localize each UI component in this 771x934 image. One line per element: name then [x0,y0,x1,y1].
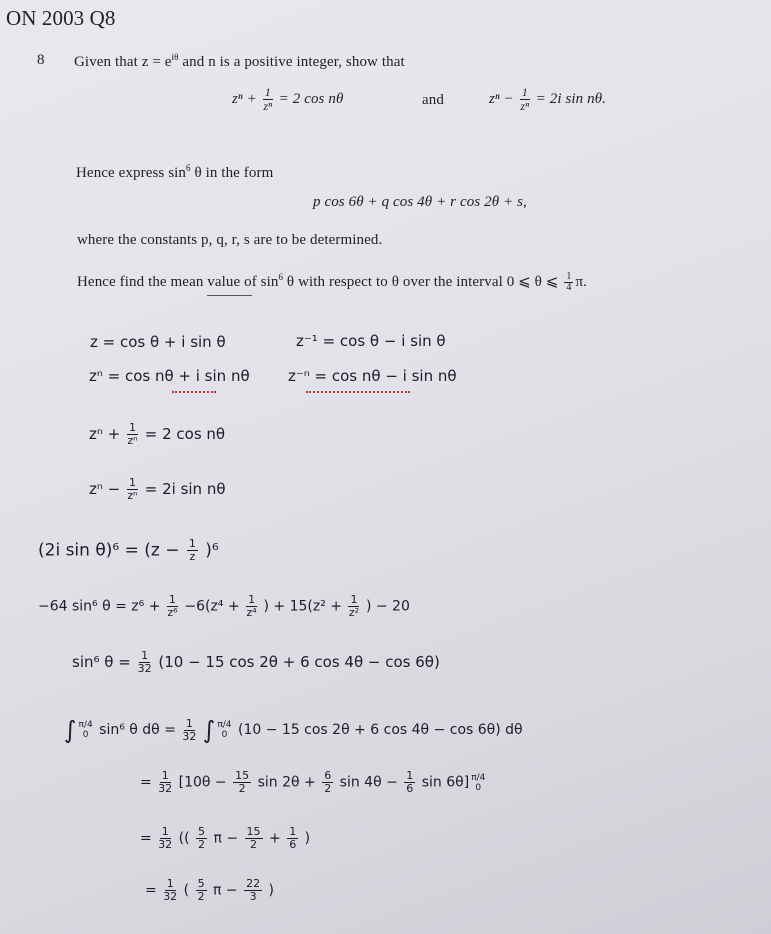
and-text: and [422,92,444,108]
working-line-8: ∫ π/4 0 sin⁶ θ dθ = $\frac{1}{32}$ ∫ π/4 0 (10 − 15 cos 2θ + 6 cos 4θ − cos 6θ) dθ [64,716,523,744]
working-line-1a: z = cos θ + i sin θ [90,333,226,351]
dotted-underline-2 [306,391,410,393]
working-line-2a: zⁿ = cos nθ + i sin nθ [89,367,250,385]
working-line-9: = $\frac{1}{32}$ [10θ − $\frac{15}{2}$ sin 2θ + $\frac{6}{2}$ sin 4θ − $\frac{1}{6}$ sin 6θ] π/4 0 [140,769,486,795]
mean-value-question: Hence find the mean value of $\sin^6 \theta$ with respect to θ over the interval 0 ⩽ θ ⩽ $\frac{1}{4}$ π. [77,271,587,294]
identity-sin: zⁿ − $\frac{1}{\text{zⁿ}}$ = 2i sin nθ. [489,85,607,113]
working-line-1b: z⁻¹ = cos θ − i sin θ [296,332,446,350]
question-intro: Given that $z = e^{i\theta}$ and n is a positive integer, show that [74,52,405,70]
question-number: 8 [37,52,45,68]
working-line-5: (2i sin θ)⁶ = (z − $\frac{1}{z}$ )⁶ [38,537,219,563]
dotted-underline-1 [172,391,216,393]
working-line-6: −64 sin⁶ θ = z⁶ + $\frac{1}{\text{z⁶}}$ −6(z⁴ + $\frac{1}{\text{z⁴}}$ ) + 15(z² + $\frac{1}{\text{z²}}$ ) − 20 [38,593,410,619]
working-line-11: = $\frac{1}{32}$ ( $\frac{5}{2}$ π − $\frac{22}{3}$ ) [145,877,274,903]
identity-cos: zⁿ + $\frac{1}{\text{zⁿ}}$ = 2 cos nθ [232,85,344,113]
constants-text: where the constants p, q, r, s are to be determined. [77,232,383,248]
hence-express: Hence express $\sin^6 \theta$ in the form [76,163,274,181]
target-form: p cos 6θ + q cos 4θ + r cos 2θ + s, [313,194,527,210]
working-line-3: zⁿ + $\frac{1}{\text{zⁿ}}$ = 2 cos nθ [89,421,226,447]
working-line-4: zⁿ − $\frac{1}{\text{zⁿ}}$ = 2i sin nθ [89,476,226,502]
document-title: ON 2003 Q8 [6,6,116,30]
working-line-10: = $\frac{1}{32}$ (( $\frac{5}{2}$ π − $\frac{15}{2}$ + $\frac{1}{6}$ ) [140,825,311,851]
working-line-7: sin⁶ θ = $\frac{1}{32}$ (10 − 15 cos 2θ + 6 cos 4θ − cos 6θ) [72,649,440,675]
mean-underline [207,295,252,296]
working-line-2b: z⁻ⁿ = cos nθ − i sin nθ [288,367,457,385]
